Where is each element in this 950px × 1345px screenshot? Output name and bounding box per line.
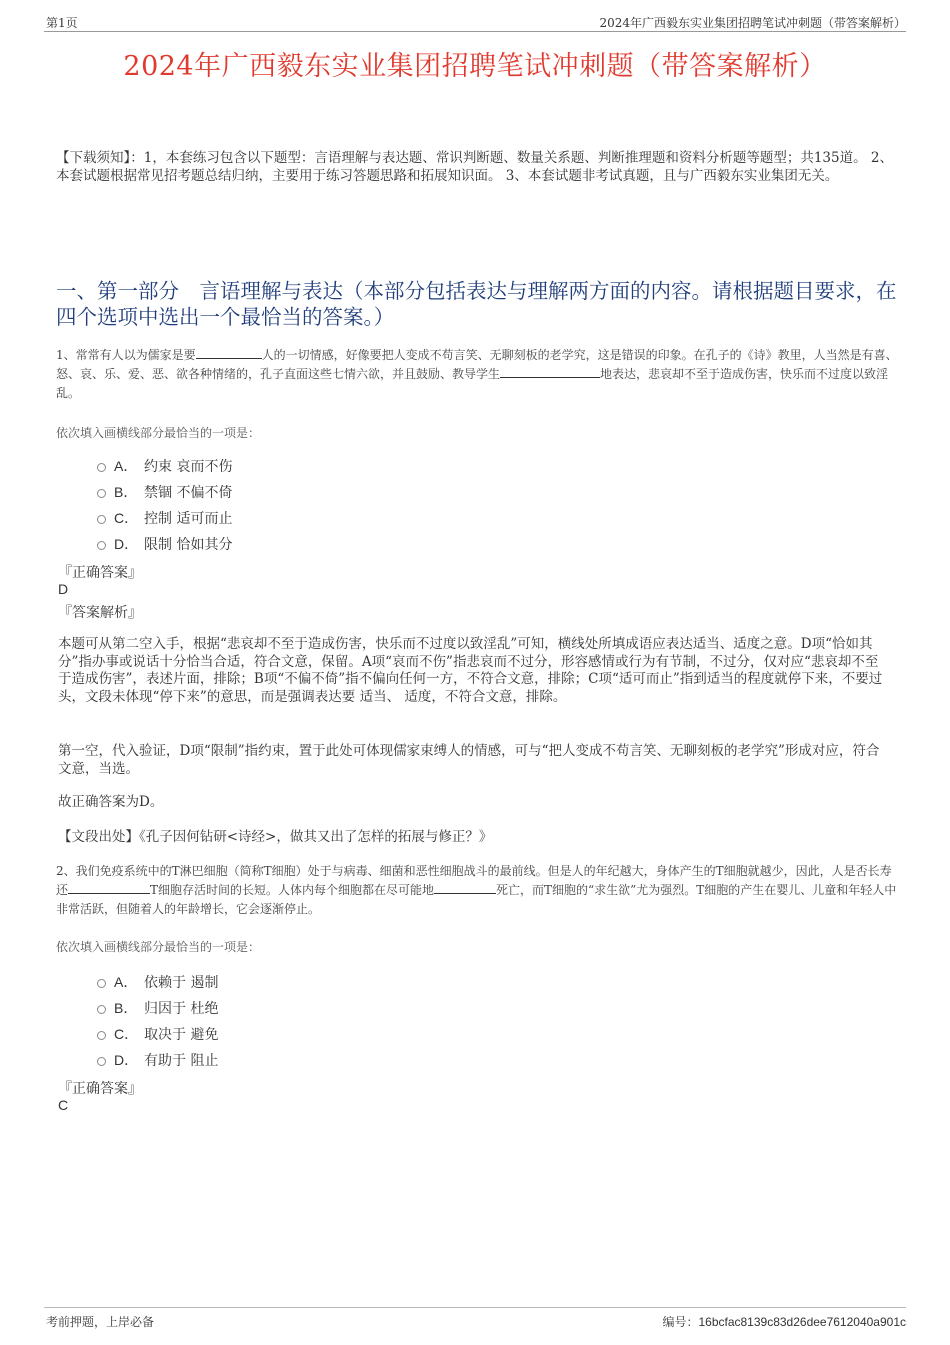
footer-doc-id: 编号：16bcfac8139c83d26dee7612040a901c <box>662 1315 906 1329</box>
question-1-option-b[interactable] <box>97 482 232 502</box>
radio-icon[interactable] <box>97 489 106 498</box>
radio-icon[interactable] <box>97 1057 106 1066</box>
option-letter: D． <box>114 536 139 552</box>
radio-icon[interactable] <box>97 541 106 550</box>
option-text: 约束 哀而不伤 <box>144 459 233 475</box>
question-1-source: 【文段出处】《孔子因何钻研<诗经>，做其又出了怎样的拓展与修正？》 <box>58 829 493 845</box>
question-1-answer: D <box>58 581 69 597</box>
answer-blank <box>196 346 262 359</box>
page-title: 2024年广西毅东实业集团招聘笔试冲刺题（带答案解析） <box>123 51 827 82</box>
question-2-option-a[interactable] <box>97 972 218 992</box>
question-1-prompt: 依次填入画横线部分最恰当的一项是： <box>56 426 261 440</box>
question-1-answer-label: 『正确答案』 <box>58 565 142 581</box>
question-1-option-c[interactable] <box>97 508 232 528</box>
radio-icon[interactable] <box>97 1031 106 1040</box>
question-2-prompt: 依次填入画横线部分最恰当的一项是： <box>56 940 261 954</box>
option-text: 归因于 杜绝 <box>144 1001 219 1017</box>
footer-divider <box>44 1307 906 1308</box>
question-1-option-d[interactable] <box>97 534 232 554</box>
question-1-text-part-b: 人的一切情感，好像要把人变成不苟言笑、无聊刻板的老学究，这是错误的印象。在孔子的《诗》教里，人当然是有喜、怒、哀、乐、爱、恶、欲各种情绪的，孔子直面这些七情六欲，并且鼓励、教导学生 <box>56 348 898 381</box>
question-2-option-d[interactable] <box>97 1050 218 1070</box>
question-1-analysis-paragraph: 本题可从第二空入手，根据“悲哀却不至于造成伤害，快乐而不过度以致淫乱”可知，横线处所填成语应表达适当、适度之意。D项“恰如其分”指办事或说话十分恰当合适，符合文意，保留。A项“哀而不伤”指悲哀而不过分，形容感情或行为有节制，不过分，仅对应“悲哀却不至于造成伤害”，表述片面，排除；B项“不偏不倚”指不偏向任何一方，不符合文意，排除；C项“适可而止”指到适当的程度就停下来，不要过头，文段未体现“停下来”的意思，而是强调表达要 适当、 适度，不符合文意，排除。 <box>58 636 883 705</box>
option-letter: D． <box>114 1052 139 1068</box>
option-letter: A． <box>114 458 138 474</box>
option-letter: B． <box>114 1000 138 1016</box>
section-heading: 一、第一部分 言语理解与表达（本部分包括表达与理解两方面的内容。请根据题目要求，在四个选项中选出一个最恰当的答案。） <box>56 279 897 329</box>
question-1-text-part-c: 地表达，悲哀却不至于造成伤害，快乐而不过度以致淫乱。 <box>56 367 889 400</box>
option-letter: B． <box>114 484 138 500</box>
question-2-answer: C <box>58 1097 69 1113</box>
question-2-text-part-c: 死亡，而T细胞的“求生欲”尤为强烈。T细胞的产生在婴儿、儿童和年轻人中非常活跃，但随着人的年龄增长，它会逐渐停止。 <box>56 883 897 916</box>
option-letter: A． <box>114 974 138 990</box>
answer-blank <box>68 881 150 894</box>
question-1-text-part-a: 1、常常有人以为儒家是要 <box>56 348 196 362</box>
header-doc-title: 2024年广西毅东实业集团招聘笔试冲刺题（带答案解析） <box>599 16 906 30</box>
question-2-text-part-b: T细胞存活时间的长短。人体内每个细胞都在尽可能地 <box>150 883 435 897</box>
answer-blank <box>434 881 496 894</box>
radio-icon[interactable] <box>97 979 106 988</box>
option-text: 依赖于 遏制 <box>144 975 219 991</box>
question-2-option-b[interactable] <box>97 998 218 1018</box>
download-notice: 【下载须知】：1，本套练习包含以下题型：言语理解与表达题、常识判断题、数量关系题、判断推理题和资料分析题等题型；共135道。 2、本套试题根据常见招考题总结归纳，主要用于练习答题思路和拓展知识面。 3、本套试题非考试真题，且与广西毅东实业集团无关。 <box>56 150 893 184</box>
question-2-option-c[interactable] <box>97 1024 218 1044</box>
option-text: 限制 恰如其分 <box>144 537 233 553</box>
question-1-analysis-paragraph: 故正确答案为D。 <box>58 794 164 810</box>
answer-blank <box>500 365 600 378</box>
question-2-text <box>56 862 898 919</box>
radio-icon[interactable] <box>97 515 106 524</box>
footer-slogan: 考前押题，上岸必备 <box>46 1315 155 1329</box>
option-text: 有助于 阻止 <box>144 1053 219 1069</box>
radio-icon[interactable] <box>97 463 106 472</box>
question-1-analysis-paragraph: 第一空，代入验证，D项“限制”指约束，置于此处可体现儒家束缚人的情感，可与“把人变成不苟言笑、无聊刻板的老学究”形成对应，符合文意，当选。 <box>58 743 880 777</box>
option-text: 禁锢 不偏不倚 <box>144 485 233 501</box>
question-2-answer-label: 『正确答案』 <box>58 1081 142 1097</box>
option-text: 控制 适可而止 <box>144 511 233 527</box>
header-page-number: 第1页 <box>46 16 78 30</box>
header-divider <box>44 31 906 32</box>
radio-icon[interactable] <box>97 1005 106 1014</box>
question-1-analysis-label: 『答案解析』 <box>58 605 142 621</box>
question-1-text <box>56 346 898 403</box>
question-1-option-a[interactable] <box>97 456 232 476</box>
option-letter: C． <box>114 1026 139 1042</box>
option-text: 取决于 避免 <box>144 1027 219 1043</box>
question-2-text-part-a: 2、我们免疫系统中的T淋巴细胞（简称T细胞）处于与病毒、细菌和恶性细胞战斗的最前线。但是人的年纪越大，身体产生的T细胞就越少，因此，人是否长寿还 <box>56 864 892 897</box>
option-letter: C． <box>114 510 139 526</box>
